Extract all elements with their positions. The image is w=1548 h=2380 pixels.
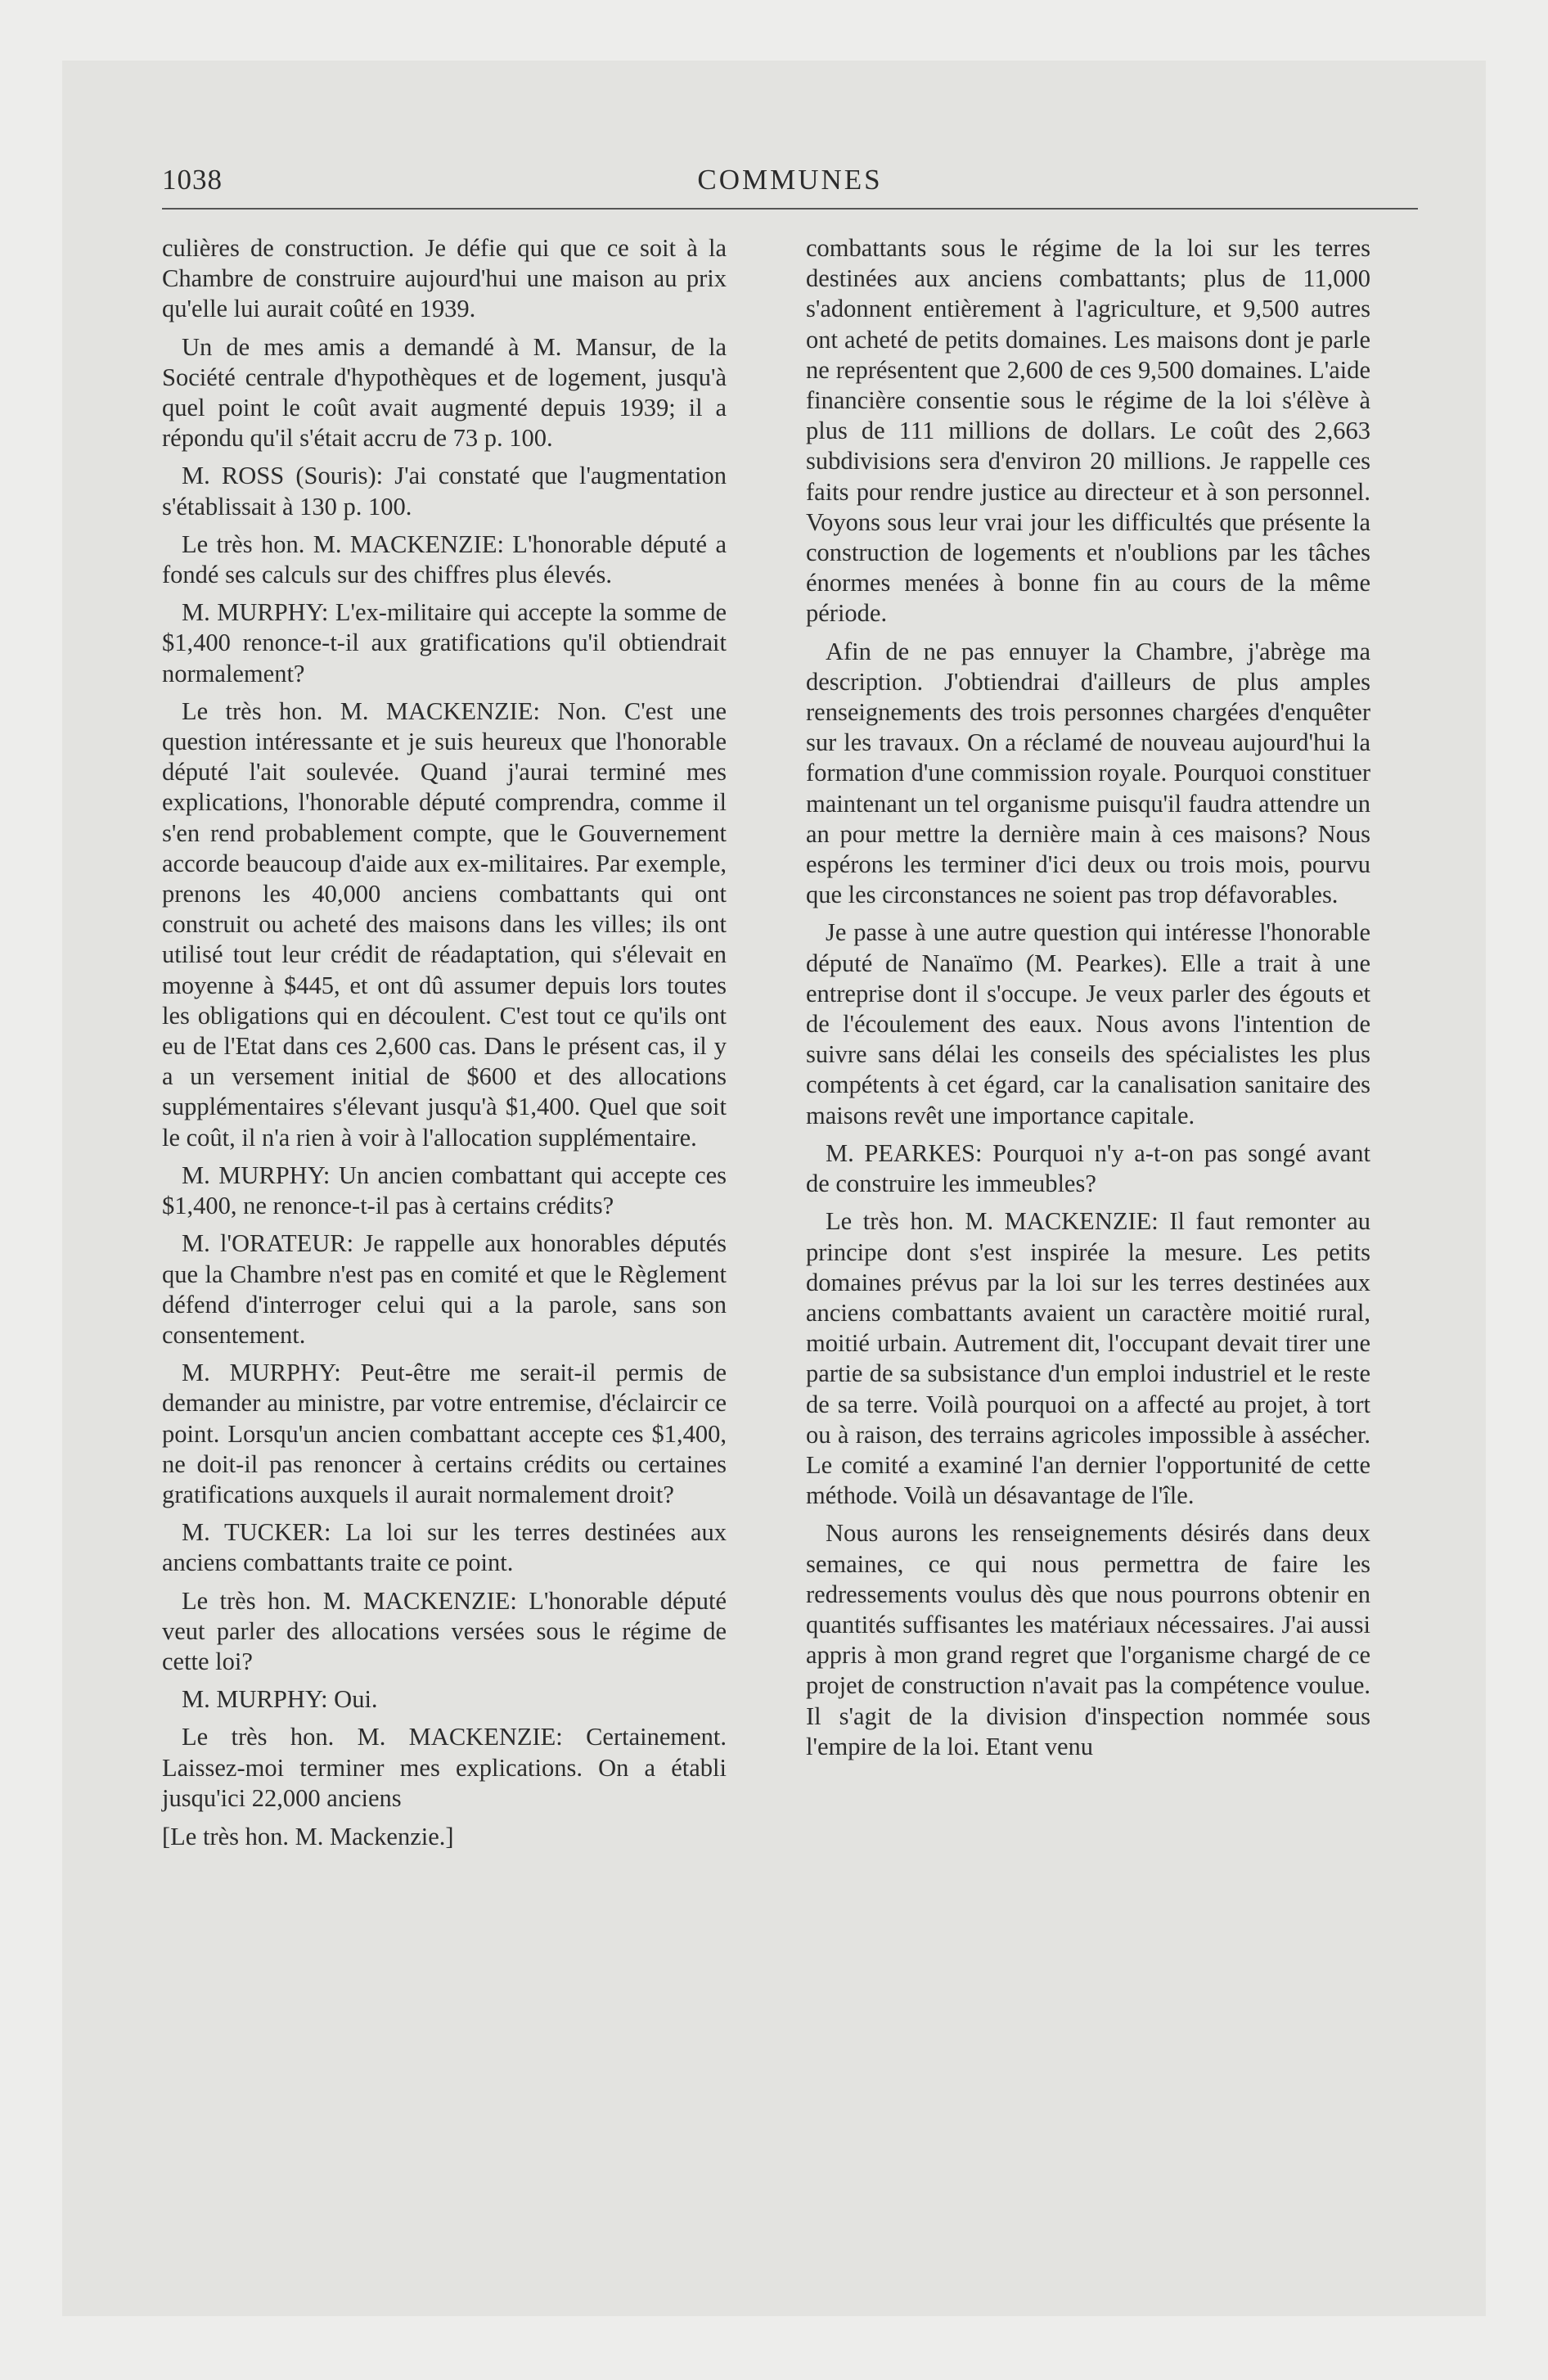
paragraph: Le très hon. M. MACKENZIE: L'honorable député a fondé ses calculs sur des chiffres plus élevés. bbox=[162, 530, 727, 589]
paragraph: Afin de ne pas ennuyer la Chambre, j'abrège ma description. J'obtiendrai d'ailleurs de plus amples renseignements des trois personnes chargées d'enquêter sur les travaux. On a réclamé de nouveau aujourd'hui la formation d'une commission royale. Pourquoi constituer maintenant un tel organisme puisqu'il faudra attendre un an pour mettre la dernière main à ces maisons? Nous espérons les terminer d'ici deux ou trois mois, pourvu que les circonstances ne soient pas trop défavorables. bbox=[806, 637, 1370, 909]
paragraph: M. PEARKES: Pourquoi n'y a-t-on pas songé avant de construire les immeubles? bbox=[806, 1138, 1370, 1198]
speaker-signature: [Le très hon. M. Mackenzie.] bbox=[162, 1822, 454, 1850]
paragraph: M. l'ORATEUR: Je rappelle aux honorables députés que la Chambre n'est pas en comité et que le Règlement défend d'interroger celui qui a la parole, sans son consentement. bbox=[162, 1229, 727, 1349]
header-rule bbox=[162, 208, 1418, 210]
paragraph: Le très hon. M. MACKENZIE: Non. C'est une question intéressante et je suis heureux que l'honorable député l'ait soulevée. Quand j'aurai terminé mes explications, l'honorable député comprendra, comme il s'en rend probablement compte, que le Gouvernement accorde beaucoup d'aide aux ex-militaires. Par exemple, prenons les 40,000 anciens combattants qui ont construit ou acheté des maisons dans les villes; ils ont utilisé tout leur crédit de réadaptation, qui s'élevait en moyenne à $445, et ont dû assumer depuis lors toutes les obligations qui en découlent. C'est tout ce qu'ils ont eu de l'Etat dans ces 2,600 cas. Dans le présent cas, il y a un versement initial de $600 et des allocations supplémentaires s'élevant jusqu'à $1,400. Quel que soit le coût, il n'a rien à voir à l'allocation supplémentaire. bbox=[162, 696, 727, 1152]
page-number: 1038 bbox=[162, 164, 223, 196]
paragraph: M. ROSS (Souris): J'ai constaté que l'augmentation s'établissait à 130 p. 100. bbox=[162, 462, 727, 521]
paragraph: M. MURPHY: Un ancien combattant qui accepte ces $1,400, ne renonce-t-il pas à certains crédits? bbox=[162, 1161, 727, 1220]
paragraph: M. MURPHY: L'ex-militaire qui accepte la somme de $1,400 renonce-t-il aux gratifications qu'il obtiendrait normalement? bbox=[162, 598, 727, 687]
paragraph: M. MURPHY: Peut-être me serait-il permis de demander au ministre, par votre entremise, d'éclaircir ce point. Lorsqu'un ancien combattant accepte ces $1,400, ne doit-il pas renoncer à certains crédits ou certaines gratifications auxquels il aurait normalement droit? bbox=[162, 1359, 727, 1508]
paragraph: Le très hon. M. MACKENZIE: L'honorable député veut parler des allocations versées sous le régime de cette loi? bbox=[162, 1586, 727, 1675]
left-column bbox=[162, 233, 727, 1859]
paragraph: Le très hon. M. MACKENZIE: Il faut remonter au principe dont s'est inspirée la mesure. Les petits domaines prévus par la loi sur les terres destinées aux anciens combattants avaient un caractère moitié rural, moitié urbain. Autrement dit, l'occupant devait tirer une partie de sa subsistance d'un emploi industriel et le reste de sa terre. Voilà pourquoi on a affecté au projet, à tort ou à raison, des terrains agricoles impossible à assécher. Le comité a examiné l'an dernier l'opportunité de cette méthode. Voilà un désavantage de l'île. bbox=[806, 1207, 1370, 1510]
paragraph: Le très hon. M. MACKENZIE: Certainement. Laissez-moi terminer mes explications. On a établi jusqu'ici 22,000 anciens bbox=[162, 1723, 727, 1812]
paragraph: culières de construction. Je défie qui que ce soit à la Chambre de construire aujourd'hui une maison au prix qu'elle lui aurait coûté en 1939. bbox=[162, 234, 727, 323]
page-header bbox=[162, 164, 1418, 213]
paragraph: M. MURPHY: Oui. bbox=[182, 1685, 378, 1714]
paragraph: Nous aurons les renseignements désirés dans deux semaines, ce qui nous permettra de faire les redressements voulus dès que nous pourrons obtenir en quantités suffisantes les matériaux nécessaires. J'ai aussi appris à mon grand regret que l'organisme chargé de ce projet de construction n'avait pas la compétence voulue. Il s'agit de la division d'inspection nommée sous l'empire de la loi. Etant venu bbox=[806, 1519, 1370, 1760]
paragraph: combattants sous le régime de la loi sur les terres destinées aux anciens combattants; plus de 11,000 s'adonnent entièrement à l'agriculture, et 9,500 autres ont acheté de petits domaines. Les maisons dont je parle ne représentent que 2,600 de ces 9,500 domaines. L'aide financière consentie sous le régime de la loi s'élève à plus de 111 millions de dollars. Le coût des 2,663 subdivisions sera d'environ 20 millions. Je rappelle ces faits pour rendre justice au directeur et à son personnel. Voyons sous leur vrai jour les difficultés que présente la construction de logements et n'oublions par les tâches énormes menées à bonne fin au cours de la même période. bbox=[806, 234, 1370, 628]
running-title: COMMUNES bbox=[697, 164, 883, 196]
right-column bbox=[806, 233, 1370, 1769]
paragraph: M. TUCKER: La loi sur les terres destinées aux anciens combattants traite ce point. bbox=[162, 1518, 727, 1577]
paragraph: Un de mes amis a demandé à M. Mansur, de la Société centrale d'hypothèques et de logement, jusqu'à quel point le coût avait augmenté depuis 1939; il a répondu qu'il s'était accru de 73 p. 100. bbox=[162, 332, 727, 453]
paragraph: Je passe à une autre question qui intéresse l'honorable député de Nanaïmo (M. Pearkes). Elle a trait à une entreprise dont il s'occupe. Je veux parler des égouts et de l'écoulement des eaux. Nous avons l'intention de suivre sans délai les conseils des spécialistes les plus compétents à cet égard, car la canalisation sanitaire des maisons revêt une importance capitale. bbox=[806, 918, 1370, 1129]
